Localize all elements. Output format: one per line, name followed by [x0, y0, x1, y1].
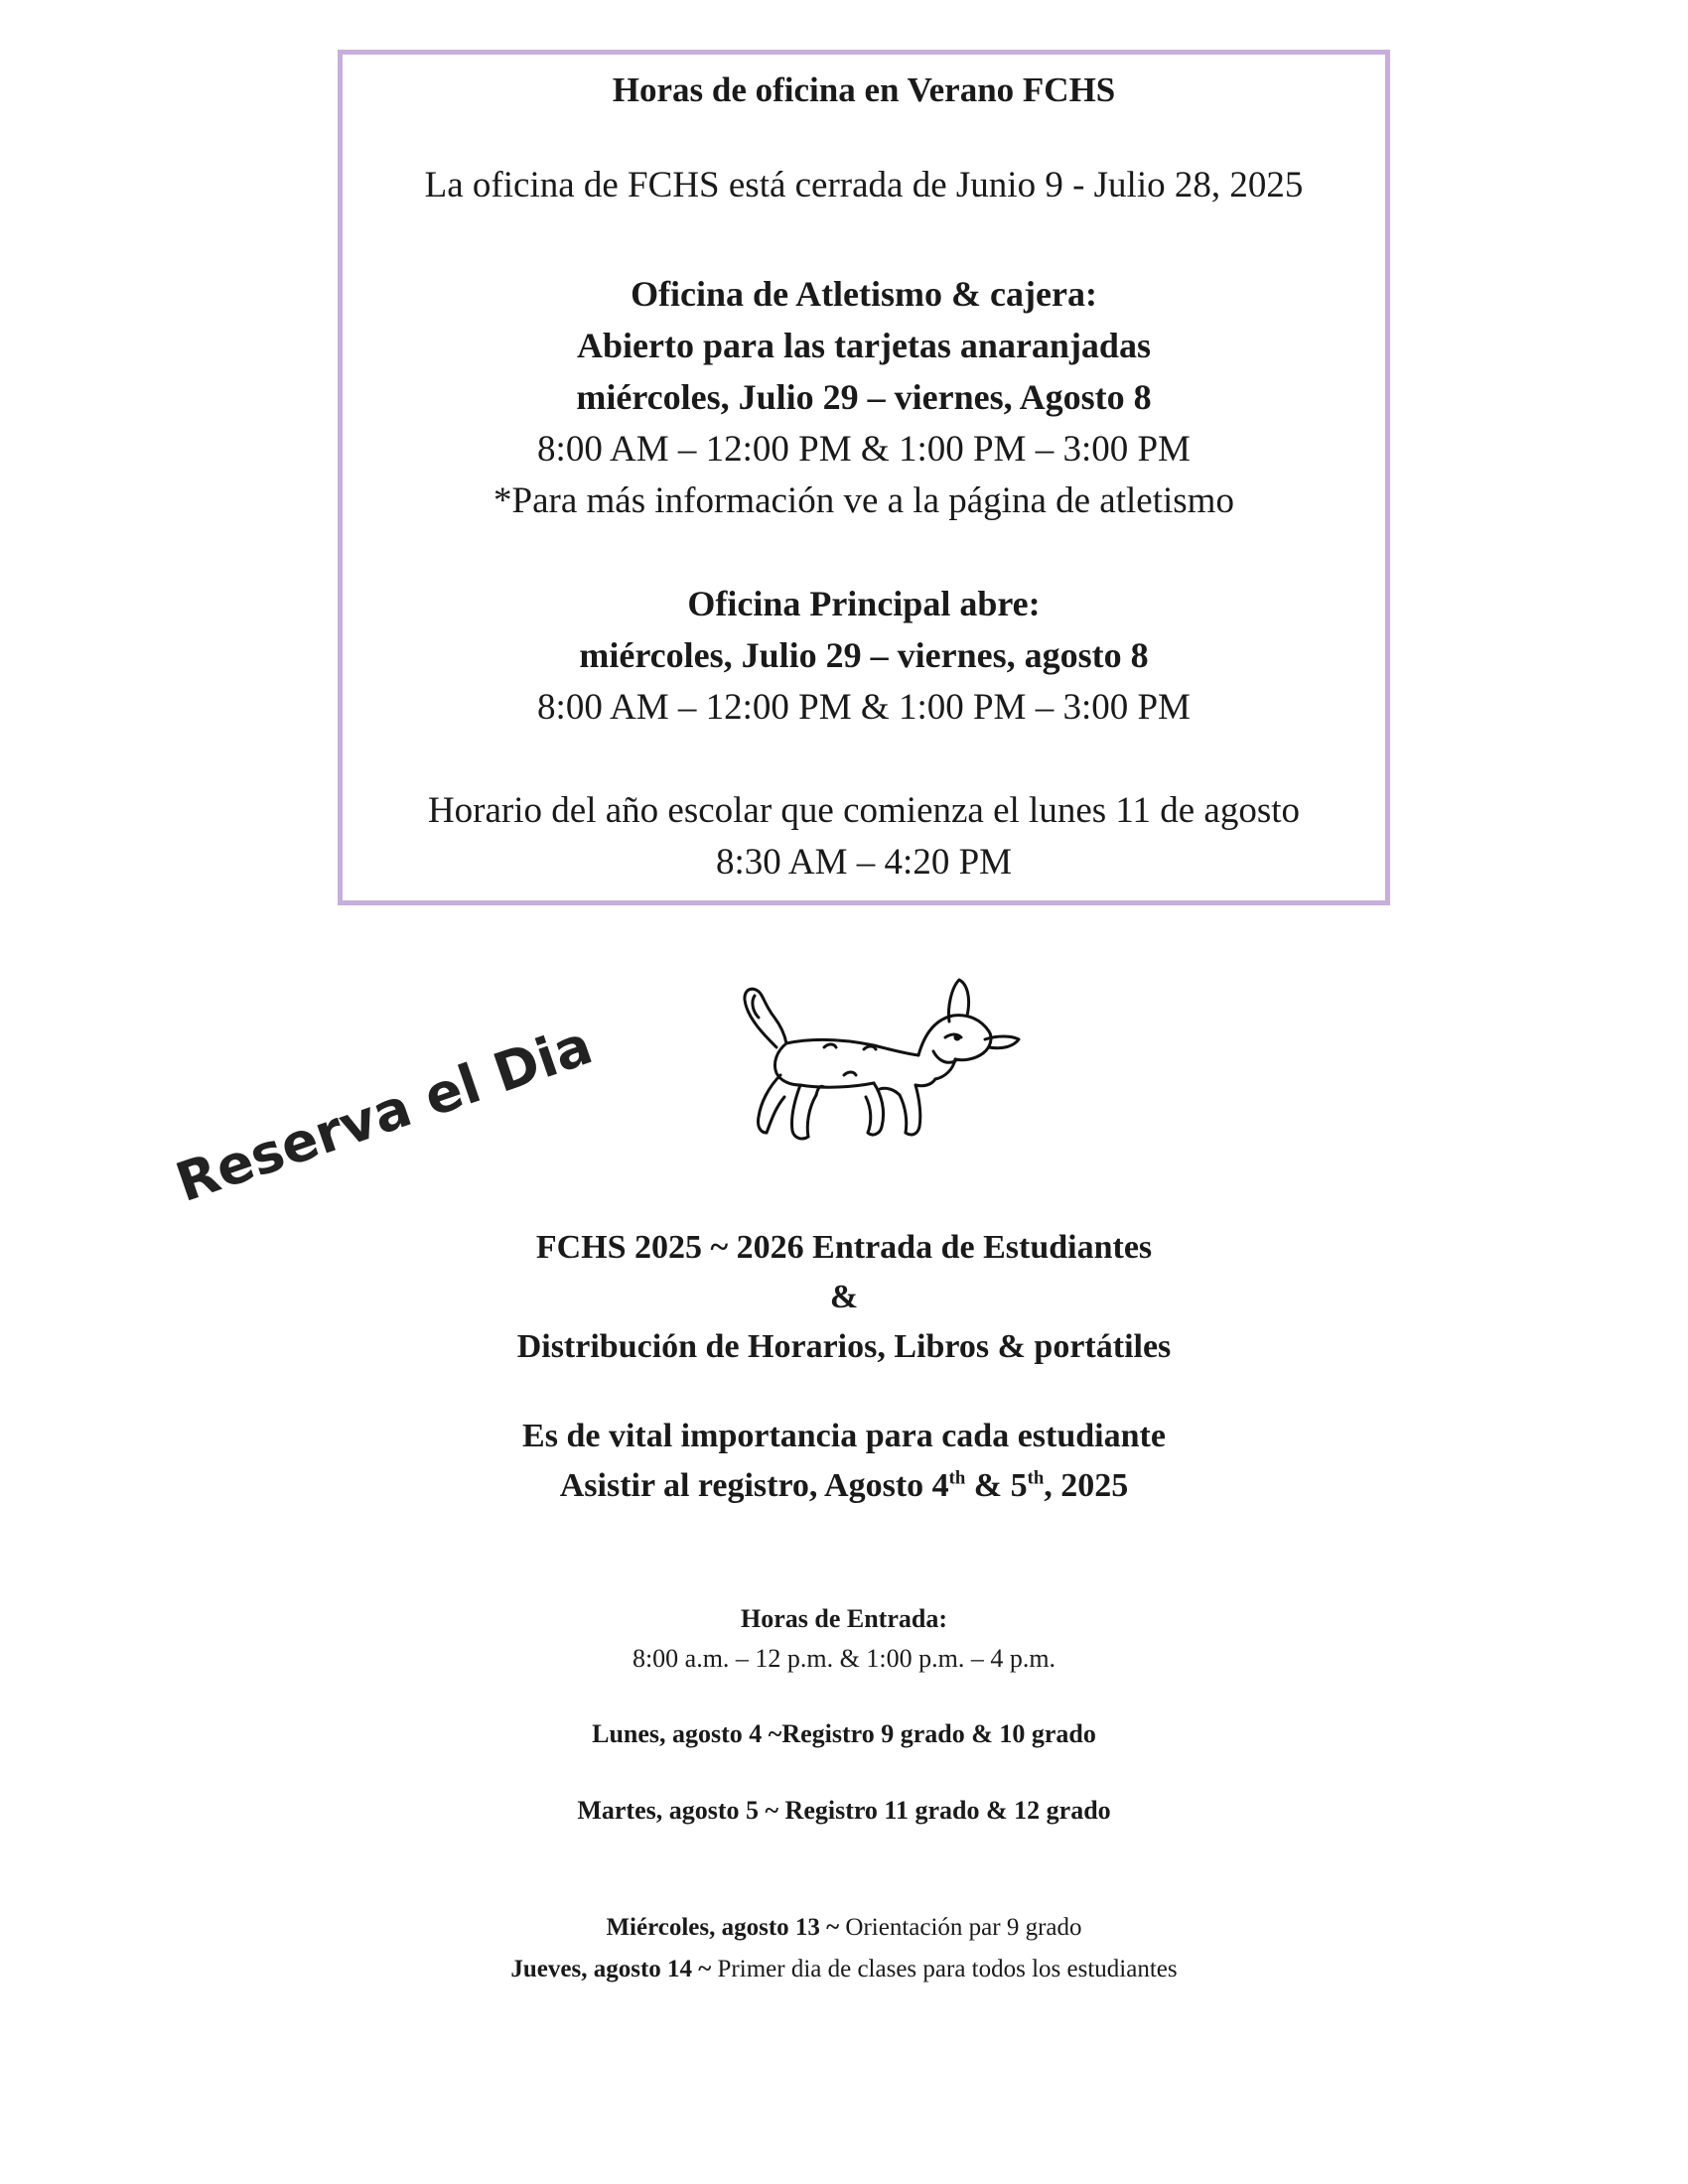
attend-registration-line [0, 1467, 1688, 1505]
save-the-date-stamp: Reserva el Dia [168, 1013, 600, 1214]
monday-registration: Lunes, agosto 4 ~Registro 9 grado & 10 grado [592, 1719, 1096, 1748]
registration-ampersand: & [829, 1279, 859, 1315]
summer-hours-title: Horas de oficina en Verano FCHS [612, 70, 1116, 109]
main-office-heading: Oficina Principal abre: [687, 584, 1041, 623]
lamb-illustration [725, 978, 1023, 1176]
importance-line: Es de vital importancia para cada estudiante [522, 1418, 1166, 1454]
athletics-line1: Abierto para las tarjetas anaranjadas [577, 326, 1151, 365]
distribution-title: Distribución de Horarios, Libros & portátiles [516, 1328, 1172, 1365]
main-office-hours: 8:00 AM – 12:00 PM & 1:00 PM – 3:00 PM [537, 687, 1191, 728]
entry-hours-heading: Horas de Entrada: [741, 1604, 947, 1633]
closed-notice: La oficina de FCHS está cerrada de Junio 9 - Julio 28, 2025 [424, 165, 1304, 205]
ordinal-sup-1: th [948, 1467, 966, 1489]
summer-hours-box [338, 50, 1390, 905]
tuesday-registration: Martes, agosto 5 ~ Registro 11 grado & 12 grado [577, 1796, 1111, 1825]
wednesday-event: Orientación par 9 grado [845, 1914, 1082, 1941]
registration-title: FCHS 2025 ~ 2026 Entrada de Estudiantes [535, 1229, 1153, 1266]
attend-mid: & 5 [965, 1467, 1028, 1504]
athletics-note: *Para más información ve a la página de atletismo [493, 480, 1234, 521]
thursday-date: Jueves, agosto 14 ~ [510, 1956, 718, 1982]
attend-suffix: , 2025 [1044, 1467, 1129, 1504]
athletics-dates: miércoles, Julio 29 – viernes, Agosto 8 [576, 377, 1152, 417]
school-year-line: Horario del año escolar que comienza el lunes 11 de agosto [427, 790, 1301, 831]
athletics-heading: Oficina de Atletismo & cajera: [631, 274, 1097, 314]
thursday-first-day [0, 1956, 1688, 1983]
main-office-dates: miércoles, Julio 29 – viernes, agosto 8 [579, 635, 1149, 675]
wednesday-orientation [0, 1914, 1688, 1942]
thursday-event: Primer dia de clases para todos los estudiantes [717, 1956, 1178, 1982]
ordinal-sup-2: th [1027, 1467, 1045, 1489]
school-year-hours: 8:30 AM – 4:20 PM [715, 842, 1013, 883]
athletics-hours: 8:00 AM – 12:00 PM & 1:00 PM – 3:00 PM [537, 429, 1191, 470]
entry-hours: 8:00 a.m. – 12 p.m. & 1:00 p.m. – 4 p.m. [632, 1644, 1056, 1673]
wednesday-date: Miércoles, agosto 13 ~ [606, 1914, 846, 1941]
attend-prefix: Asistir al registro, Agosto 4 [559, 1467, 949, 1504]
